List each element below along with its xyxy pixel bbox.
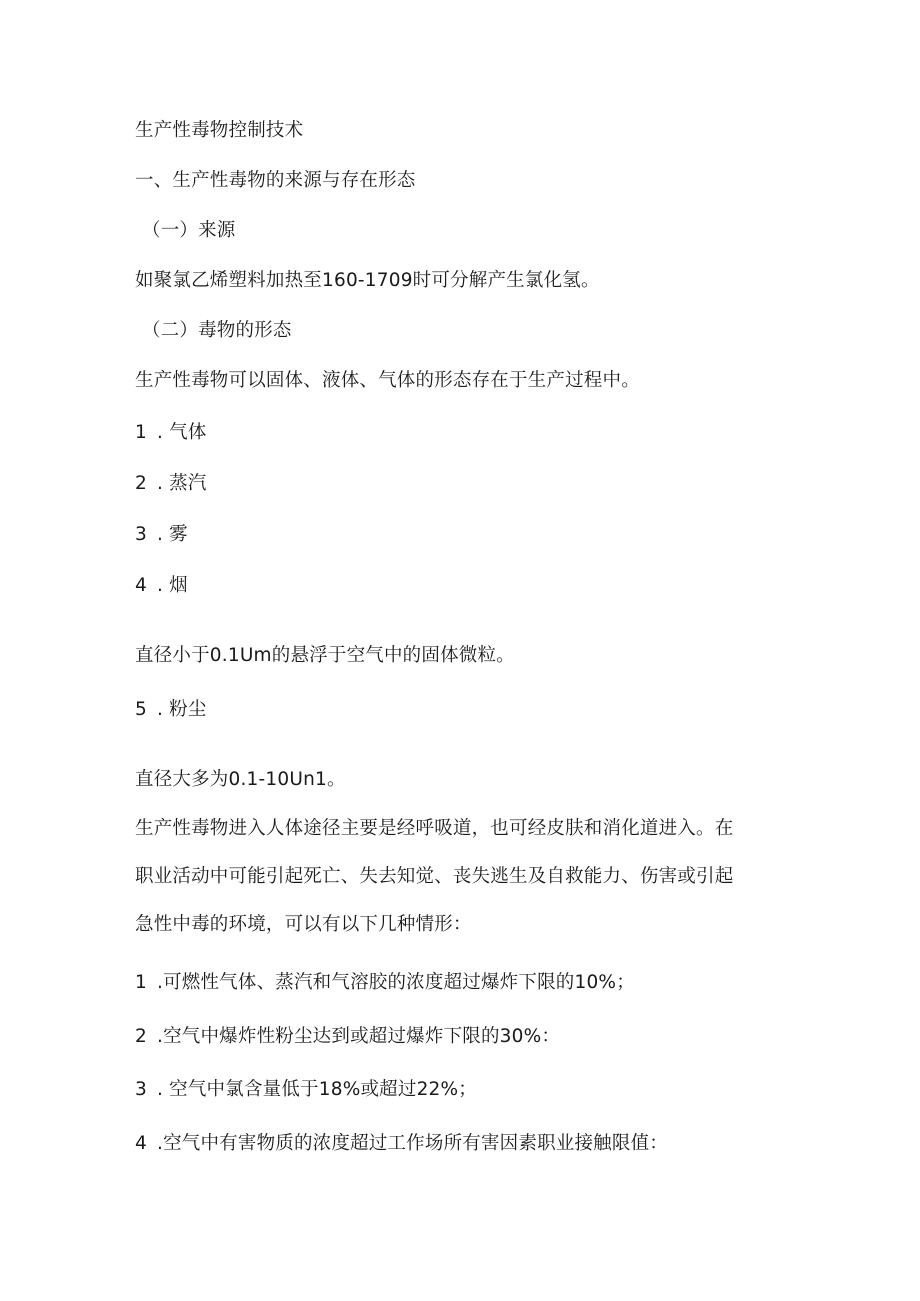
paragraph-route-line-2: 职业活动中可能引起死亡、失去知觉、丧失逃生及自救能力、伤害或引起	[135, 866, 734, 887]
list-number: 2	[135, 1026, 147, 1047]
list-text: .可燃性气体、蒸汽和气溶胶的浓度超过爆炸下限的10%；	[157, 972, 635, 993]
paragraph-route-line-3: 急性中毒的环境，可以有以下几种情形：	[135, 914, 472, 935]
list-item-form-1	[135, 420, 207, 446]
list-number: 3	[135, 1079, 147, 1100]
list-item-situation-2	[135, 1024, 560, 1050]
paragraph-route-line-1: 生产性毒物进入人体途径主要是经呼吸道，也可经皮肤和消化道进入。在	[135, 818, 734, 839]
list-number: 4	[135, 575, 147, 596]
paragraph-source: 如聚氯乙烯塑料加热至160-1709时可分解产生氯化氢。	[135, 270, 600, 291]
paragraph-dust-desc: 直径大多为0.1-10Un1。	[135, 769, 346, 790]
list-number: 1	[135, 422, 147, 443]
paragraph-forms: 生产性毒物可以固体、液体、气体的形态存在于生产过程中。	[135, 370, 640, 391]
list-text: . 蒸汽	[157, 473, 207, 494]
list-item-situation-1	[135, 970, 635, 996]
document-title: 生产性毒物控制技术	[135, 120, 304, 141]
list-text: . 空气中氯含量低于18%或超过22%；	[157, 1079, 478, 1100]
subsection-heading-source: （一）来源	[142, 220, 236, 241]
list-text: . 气体	[157, 422, 207, 443]
list-item-form-2	[135, 471, 207, 497]
subsection-heading-forms: （二）毒物的形态	[142, 320, 292, 341]
list-item-situation-4	[135, 1131, 668, 1157]
list-text: .空气中有害物质的浓度超过工作场所有害因素职业接触限值：	[157, 1133, 668, 1154]
section-heading-1: 一、生产性毒物的来源与存在形态	[135, 170, 416, 191]
paragraph-smoke-desc: 直径小于0.1Um的悬浮于空气中的固体微粒。	[135, 645, 515, 666]
list-text: .空气中爆炸性粉尘达到或超过爆炸下限的30%：	[157, 1026, 561, 1047]
list-number: 2	[135, 473, 147, 494]
list-item-form-4	[135, 573, 188, 599]
list-number: 4	[135, 1133, 147, 1154]
list-text: . 烟	[157, 575, 188, 596]
list-text: . 雾	[157, 524, 188, 545]
list-number: 1	[135, 972, 147, 993]
list-item-form-3	[135, 522, 188, 548]
list-item-situation-3	[135, 1077, 477, 1103]
list-number: 5	[135, 699, 147, 720]
list-number: 3	[135, 524, 147, 545]
list-text: . 粉尘	[157, 699, 207, 720]
list-item-form-5	[135, 697, 207, 723]
